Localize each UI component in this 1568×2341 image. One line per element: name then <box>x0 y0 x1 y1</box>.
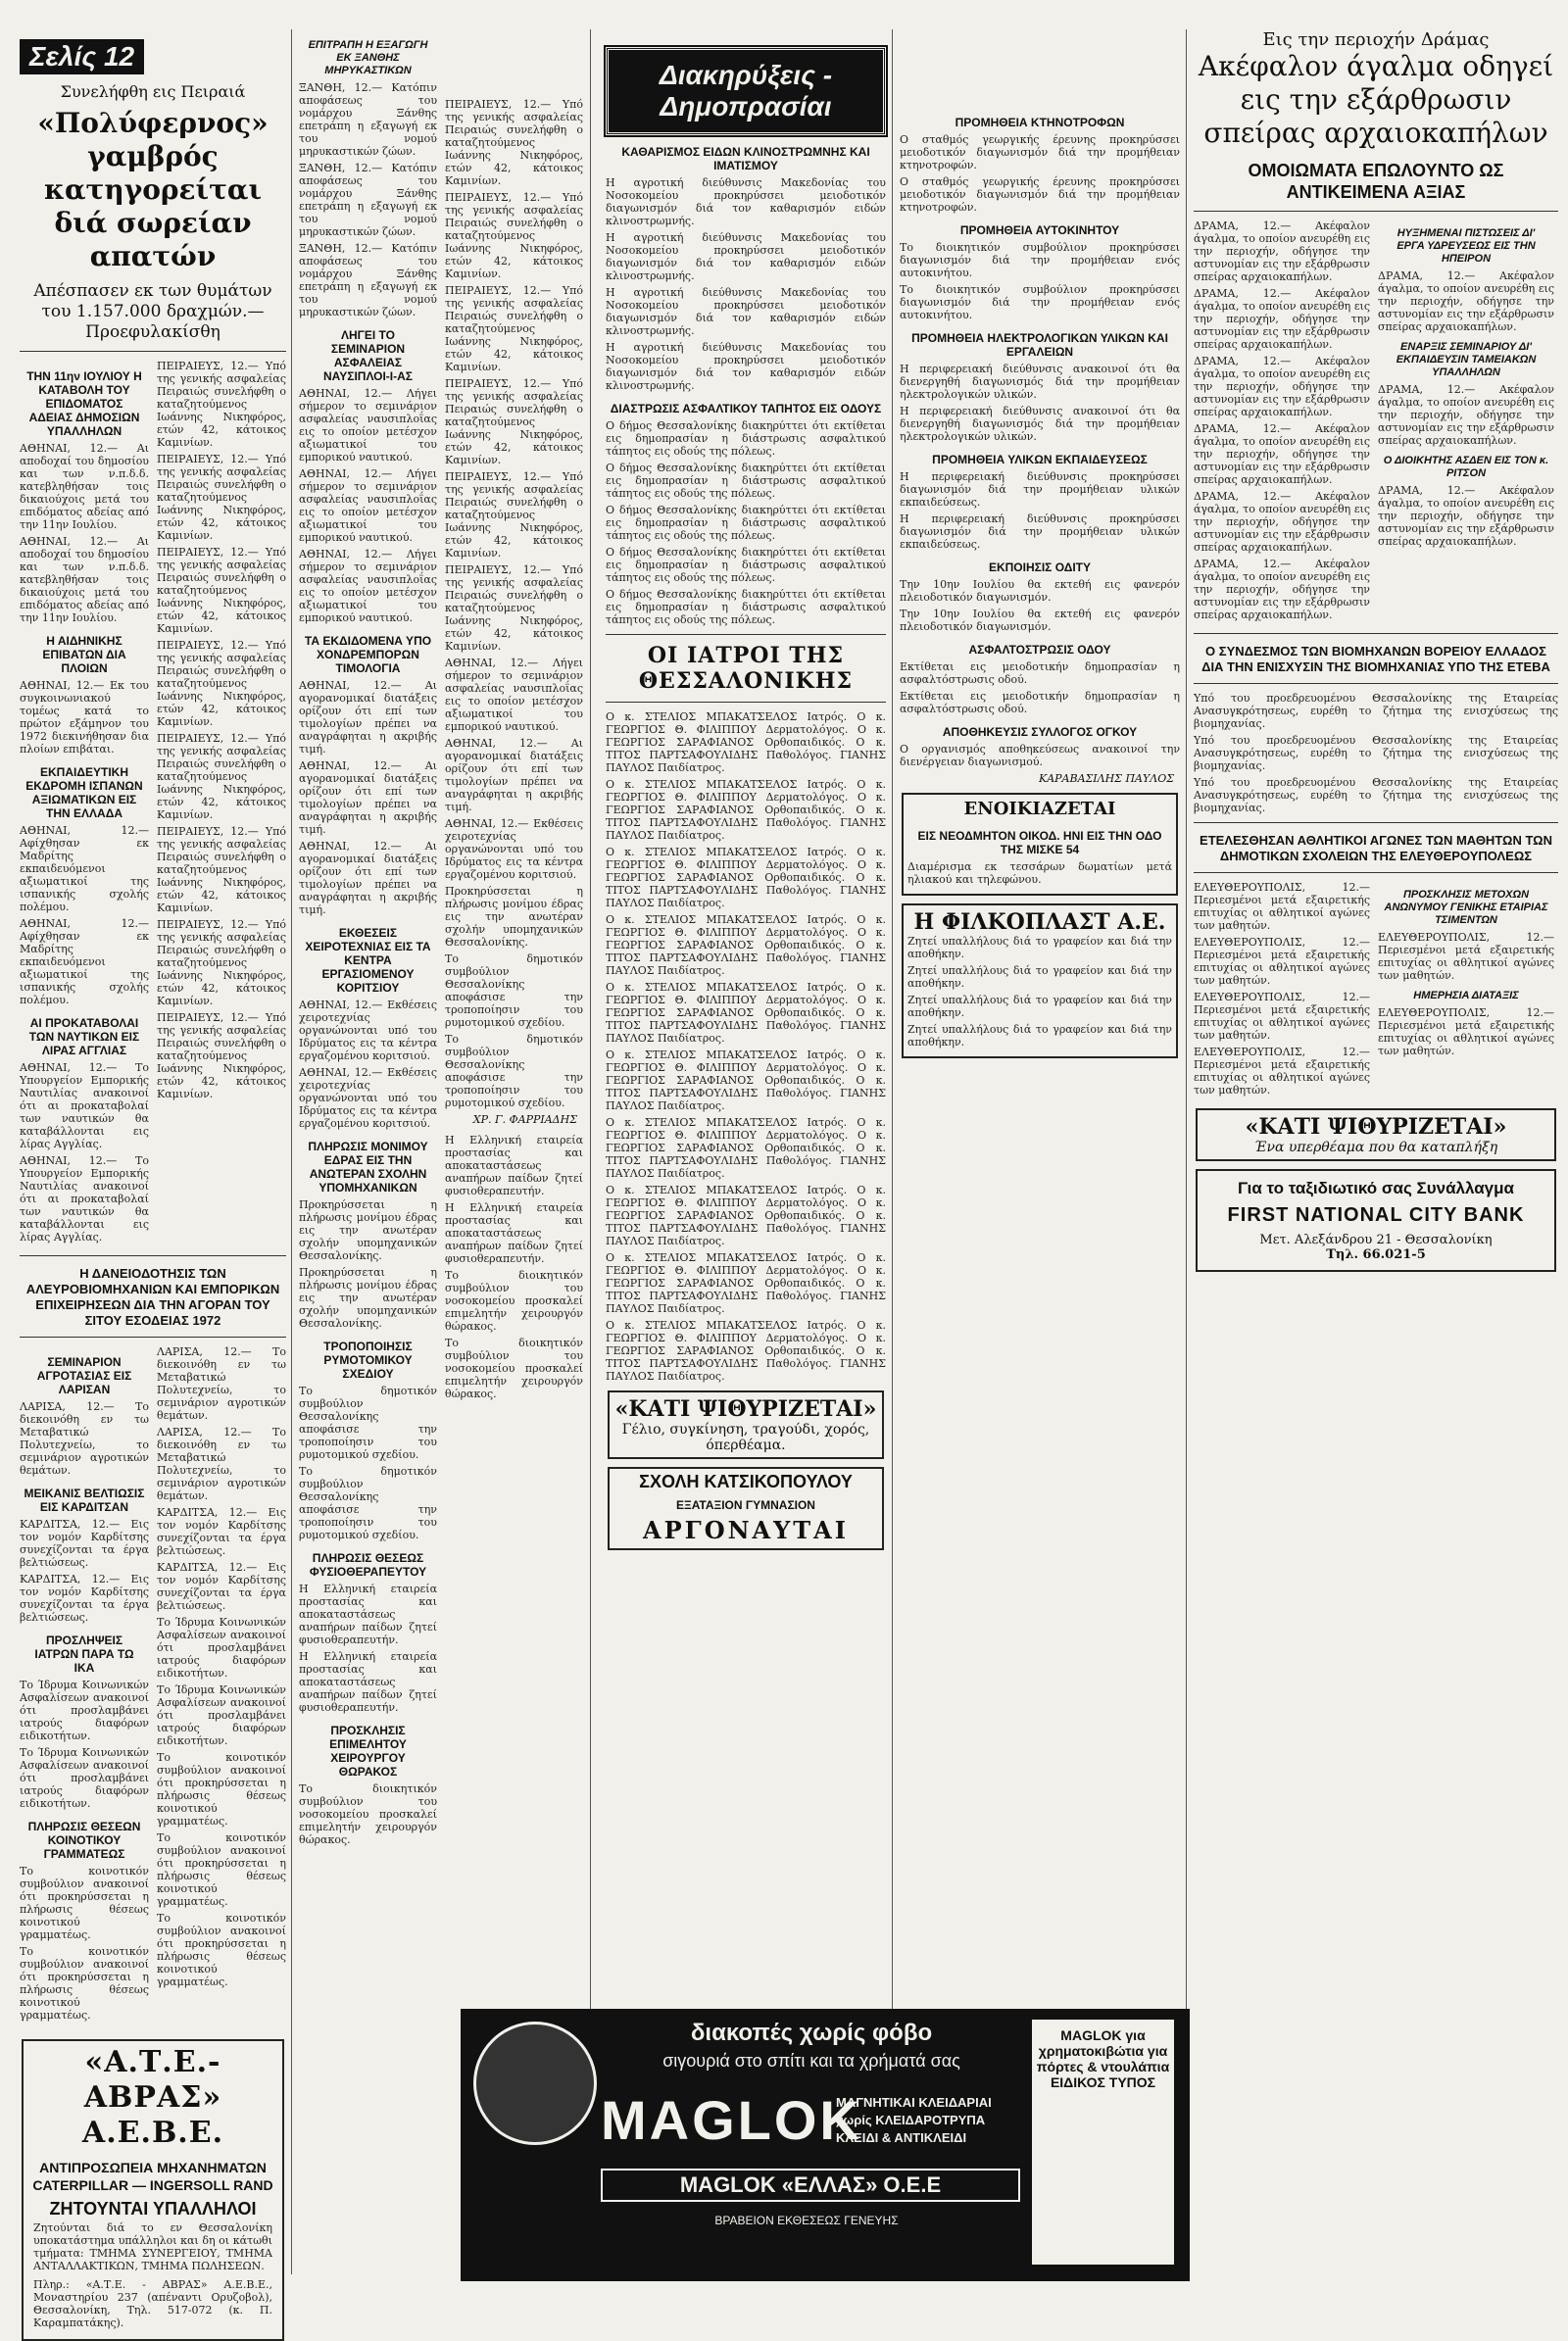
doctors-listing: Ο κ. ΣΤΕΛΙΟΣ ΜΠΑΚΑΤΣΕΛΟΣ Ιατρός. Ο κ. ΓΕΩΡΓΙΟΣ Θ. ΦΙΛΙΠΠΟΥ Δερματολόγος. Ο κ. ΓΕΩΡΓΙΟΣ ΣΑΡΑΦΙΑΝΟΣ Ορθοπαιδικός. Ο κ. ΤΙΤΟΣ ΠΑΡΤΣΑΦΟΥΛΙΔΗΣ Παθολόγος. ΓΙΑΝΗΣ ΠΑΥΛΟΣ Παιδίατρος. <box>606 1184 886 1247</box>
headline-kicker: Εις την περιοχήν Δράμας <box>1262 29 1490 50</box>
feature-line: ΜΑΓΝΗΤΙΚΑΙ ΚΛΕΙΔΑΡΙΑΙ <box>836 2095 992 2110</box>
feature-line: ΚΛΕΙΔΙ & ΑΝΤΙΚΛΕΙΔΙ <box>836 2130 967 2145</box>
article-body: ΑΘΗΝΑΙ, 12.— Εκθέσεις χειροτεχνίας οργανώνονται υπό του Ιδρύματος εις τα κέντρα εργαζομένου κοριτσιού. <box>299 999 437 1062</box>
article-heading: Ο ΔΙΟΙΚΗΤΗΣ ΑΣΔΕΝ ΕΙΣ ΤΟΝ κ. ΡΙΤΣΟΝ <box>1383 455 1549 479</box>
divider <box>606 634 886 635</box>
article-body: Το κοινοτικόν συμβούλιον ανακοινοί ότι προκηρύσσεται η πλήρωσις θέσεως κοινοτικού γραμματέως. <box>20 1945 149 2022</box>
article-body: Το δημοτικόν συμβούλιον Θεσσαλονίκης αποφάσισε την τροποποίησιν του ρυμοτομικού σχεδίου. <box>299 1385 437 1461</box>
article-body: ΠΕΙΡΑΙΕΥΣ, 12.— Υπό της γενικής ασφαλείας Πειραιώς συνελήφθη ο καταζητούμενος Ιωάννης Νικηφόρος, ετών 42, κάτοικος Καμινίων. <box>157 360 286 449</box>
article-body: ΔΡΑΜΑ, 12.— Ακέφαλον άγαλμα, το οποίον ανευρέθη εις την περιοχήν, οδήγησε την αστυνομίαν εις την εξάρθρωσιν σπείρας αρχαιοκαπήλων. <box>1194 287 1370 351</box>
article-body: ΚΑΡΔΙΤΣΑ, 12.— Εις τον νομόν Καρδίτσης συνεχίζονται τα έργα βελτιώσεως. <box>157 1561 286 1612</box>
article-body: ΑΘΗΝΑΙ, 12.— Αι αγορανομικαί διατάξεις ορίζουν ότι επί των τιμολογίων πρέπει να αναγράφηται η ακριβής τιμή. <box>299 679 437 756</box>
ad-tagline-2: σιγουριά στο σπίτι και τα χρήματά σας <box>662 2051 960 2071</box>
divider <box>20 351 286 352</box>
maglok-ad <box>461 2009 1190 2281</box>
article-body: ΚΑΡΔΙΤΣΑ, 12.— Εις τον νομόν Καρδίτσης συνεχίζονται τα έργα βελτιώσεως. <box>20 1518 149 1569</box>
article-body: ΠΕΙΡΑΙΕΥΣ, 12.— Υπό της γενικής ασφαλείας Πειραιώς συνελήφθη ο καταζητούμενος Ιωάννης Νικηφόρος, ετών 42, κάτοικος Καμινίων. <box>445 98 583 187</box>
column-4 <box>900 0 1180 2294</box>
article-body: ΑΘΗΝΑΙ, 12.— Εκ του συγκοινωνιακού τομέως κατά το πρώτον εξάμηνον του 1972 διεκινήθησαν δια πλοίων επιβάται. <box>20 679 149 756</box>
article-body: ΠΕΙΡΑΙΕΥΣ, 12.— Υπό της γενικής ασφαλείας Πειραιώς συνελήφθη ο καταζητούμενος Ιωάννης Νικηφόρος, ετών 42, κάτοικος Καμινίων. <box>157 1011 286 1100</box>
ad-body: Ζητεί υπαλλήλους διά το γραφείον και διά την αποθήκην. <box>907 994 1172 1019</box>
article-heading: ΤΡΟΠΟΠΟΙΗΣΙΣ ΡΥΜΟΤΟΜΙΚΟΥ ΣΧΕΔΙΟΥ <box>323 1340 413 1381</box>
tender-body: Ο σταθμός γεωργικής έρευνης προκηρύσσει μειοδοτικόν διαγωνισμόν διά την προμήθειαν κτηνοτροφών. <box>900 133 1180 171</box>
doctors-listing: Ο κ. ΣΤΕΛΙΟΣ ΜΠΑΚΑΤΣΕΛΟΣ Ιατρός. Ο κ. ΓΕΩΡΓΙΟΣ Θ. ΦΙΛΙΠΠΟΥ Δερματολόγος. Ο κ. ΓΕΩΡΓΙΟΣ ΣΑΡΑΦΙΑΝΟΣ Ορθοπαιδικός. Ο κ. ΤΙΤΟΣ ΠΑΡΤΣΑΦΟΥΛΙΔΗΣ Παθολόγος. ΓΙΑΝΗΣ ΠΑΥΛΟΣ Παιδίατρος. <box>606 913 886 977</box>
article-body: Υπό του προεδρευομένου Θεσσαλονίκης της Εταιρείας Ανασυγκρότησεως, ευρέθη το ζήτημα της ενισχύσεως της βιομηχανίας. <box>1194 692 1558 730</box>
doctors-heading: ΟΙ ΙΑΤΡΟΙ ΤΗΣ ΘΕΣΣΑΛΟΝΙΚΗΣ <box>638 643 854 694</box>
divider <box>1194 822 1558 823</box>
article-body: ΔΡΑΜΑ, 12.— Ακέφαλον άγαλμα, το οποίον ανευρέθη εις την περιοχήν, οδήγησε την αστυνομίαν εις την εξάρθρωσιν σπείρας αρχαιοκαπήλων. <box>1194 490 1370 554</box>
article-heading: ΜΕΙΚΑΝΙΣ ΒΕΛΤΙΩΣΙΣ ΕΙΣ ΚΑΡΔΙΤΣΑΝ <box>24 1487 145 1514</box>
article-body: ΠΕΙΡΑΙΕΥΣ, 12.— Υπό της γενικής ασφαλείας Πειραιώς συνελήφθη ο καταζητούμενος Ιωάννης Νικηφόρος, ετών 42, κάτοικος Καμινίων. <box>157 825 286 914</box>
article-body: ΑΘΗΝΑΙ, 12.— Αι αγορανομικαί διατάξεις ορίζουν ότι επί των τιμολογίων πρέπει να αναγράφηται η ακριβής τιμή. <box>445 737 583 813</box>
article-body: ΔΡΑΜΑ, 12.— Ακέφαλον άγαλμα, το οποίον ανευρέθη εις την περιοχήν, οδήγησε την αστυνομίαν εις την εξάρθρωσιν σπείρας αρχαιοκαπήλων. <box>1194 219 1370 283</box>
col2-subcolumns <box>299 0 583 1850</box>
column-1 <box>20 0 286 2329</box>
signature: ΚΑΡΑΒΑΣΙΛΗΣ ΠΑΥΛΟΣ <box>1038 772 1174 785</box>
article-body: ΔΡΑΜΑ, 12.— Ακέφαλον άγαλμα, το οποίον ανευρέθη εις την περιοχήν, οδήγησε την αστυνομίαν εις την εξάρθρωσιν σπείρας αρχαιοκαπήλων. <box>1194 355 1370 418</box>
article-heading: ΑΙ ΠΡΟΚΑΤΑΒΟΛΑΙ ΤΩΝ ΝΑΥΤΙΚΩΝ ΕΙΣ ΛΙΡΑΣ ΑΓΓΛΙΑΣ <box>28 1016 140 1057</box>
article-body: Προκηρύσσεται η πλήρωσις μονίμου έδρας εις την ανωτέραν σχολήν υπομηχανικών Θεσσαλονίκης. <box>445 885 583 949</box>
headline-kicker: Συνελήφθη εις Πειραιά <box>60 82 246 101</box>
article-heading: ΕΚΠΑΙΔΕΥΤΙΚΗ ΕΚΔΡΟΜΗ ΙΣΠΑΝΩΝ ΑΞΙΩΜΑΤΙΚΩΝ ΕΙΣ ΤΗΝ ΕΛΛΑΔΑ <box>25 765 143 820</box>
divider <box>1194 633 1558 634</box>
doctors-listing: Ο κ. ΣΤΕΛΙΟΣ ΜΠΑΚΑΤΣΕΛΟΣ Ιατρός. Ο κ. ΓΕΩΡΓΙΟΣ Θ. ΦΙΛΙΠΠΟΥ Δερματολόγος. Ο κ. ΓΕΩΡΓΙΟΣ ΣΑΡΑΦΙΑΝΟΣ Ορθοπαιδικός. Ο κ. ΤΙΤΟΣ ΠΑΡΤΣΑΦΟΥΛΙΔΗΣ Παθολόγος. ΓΙΑΝΗΣ ΠΑΥΛΟΣ Παιδίατρος. <box>606 1251 886 1315</box>
divider <box>1194 683 1558 684</box>
kati-psithyrizetai-ad <box>1196 1108 1556 1161</box>
ad-title: «ΚΑΤΙ ΨΙΘΥΡΙΖΕΤΑΙ» <box>614 1396 877 1422</box>
article-heading: Η ΑΙΔΗΝΙΚΗΣ ΕΠΙΒΑΤΩΝ ΔΙΑ ΠΛΟΙΩΝ <box>42 634 126 675</box>
article-body: ΔΡΑΜΑ, 12.— Ακέφαλον άγαλμα, το οποίον ανευρέθη εις την περιοχήν, οδήγησε την αστυνομίαν εις την εξάρθρωσιν σπείρας αρχαιοκαπήλων. <box>1194 422 1370 486</box>
tender-body: Ο οργανισμός αποθηκεύσεως ανακοινοί την διενέργειαν διαγωνισμού. <box>900 743 1180 768</box>
article-body: ΠΕΙΡΑΙΕΥΣ, 12.— Υπό της γενικής ασφαλείας Πειραιώς συνελήφθη ο καταζητούμενος Ιωάννης Νικηφόρος, ετών 42, κάτοικος Καμινίων. <box>445 284 583 373</box>
main-headline: «Πολύφερνος» γαμβρός κατηγορείται διά σωρείαν απατών <box>37 107 269 272</box>
article-body: ΕΛΕΥΘΕΡΟΥΠΟΛΙΣ, 12.— Περιεσμένοι μετά εξαιρετικής επιτυχίας οι αθλητικοί αγώνες των μαθητών. <box>1194 936 1370 987</box>
col5-lower-subcolumns <box>1194 881 1558 1100</box>
subcolumn-left <box>20 1345 149 2025</box>
article-heading: ΕΠΙΤΡΑΠΗ Η ΕΞΑΓΩΓΗ ΕΚ ΞΑΝΘΗΣ ΜΗΡΥΚΑΣΤΙΚΩΝ <box>308 39 428 76</box>
article-body: Προκηρύσσεται η πλήρωσις μονίμου έδρας εις την ανωτέραν σχολήν υπομηχανικών Θεσσαλονίκης. <box>299 1266 437 1330</box>
column-2 <box>299 0 583 2294</box>
article-body: ΕΛΕΥΘΕΡΟΥΠΟΛΙΣ, 12.— Περιεσμένοι μετά εξαιρετικής επιτυχίας οι αθλητικοί αγώνες των μαθητών. <box>1194 991 1370 1042</box>
tender-heading: ΚΑΘΑΡΙΣΜΟΣ ΕΙΔΩΝ ΚΛΙΝΟΣΤΡΩΜΝΗΣ ΚΑΙ ΙΜΑΤΙΣΜΟΥ <box>621 145 870 172</box>
tender-heading: ΑΠΟΘΗΚΕΥΣΙΣ ΣΥΛΛΟΓΟΣ ΟΓΚΟΥ <box>942 725 1138 739</box>
ate-avras-ad <box>22 2039 284 2341</box>
article-body: ΑΘΗΝΑΙ, 12.— Λήγει σήμερον το σεμινάριον ασφαλείας ναυσιπλοΐας εις το οποίον μετέσχον αξιωματικοί του εμπορικού ναυτικού. <box>445 657 583 733</box>
ad-subtitle: Γέλιο, συγκίνηση, τραγούδι, χορός, όπερθέαμα. <box>621 1422 870 1453</box>
doctors-listing: Ο κ. ΣΤΕΛΙΟΣ ΜΠΑΚΑΤΣΕΛΟΣ Ιατρός. Ο κ. ΓΕΩΡΓΙΟΣ Θ. ΦΙΛΙΠΠΟΥ Δερματολόγος. Ο κ. ΓΕΩΡΓΙΟΣ ΣΑΡΑΦΙΑΝΟΣ Ορθοπαιδικός. Ο κ. ΤΙΤΟΣ ΠΑΡΤΣΑΦΟΥΛΙΔΗΣ Παθολόγος. ΓΙΑΝΗΣ ΠΑΥΛΟΣ Παιδίατρος. <box>606 778 886 842</box>
article-body: Το κοινοτικόν συμβούλιον ανακοινοί ότι προκηρύσσεται η πλήρωσις θέσεως κοινοτικού γραμματέως. <box>157 1751 286 1828</box>
article-heading: ΕΝΑΡΞΙΣ ΣΕΜΙΝΑΡΙΟΥ ΔΙ' ΕΚΠΑΙΔΕΥΣΙΝ ΤΑΜΕΙΑΚΩΝ ΥΠΑΛΛΗΛΩΝ <box>1396 341 1537 378</box>
school-ad <box>608 1467 884 1550</box>
rent-location: ΕΙΣ ΝΕΟΔΜΗΤΟΝ ΟΙΚΟΔ. ΗΝΙ ΕΙΣ ΤΗΝ ΟΔΟ ΤΗΣ ΜΙΣΚΕ 54 <box>917 829 1162 856</box>
ad-footer: Πληρ.: «Α.Τ.Ε. - ΑΒΡΑΣ» Α.Ε.Β.Ε., Μοναστηρίου 237 (απέναντι Ορυζοβολ), Θεσσαλονίκη, Τηλ. 517-072 (κ. Π. Καραμπατάκης). <box>33 2278 272 2329</box>
tender-heading: ΔΙΑΣΤΡΩΣΙΣ ΑΣΦΑΛΤΙΚΟΥ ΤΑΠΗΤΟΣ ΕΙΣ ΟΔΟΥΣ <box>610 402 882 415</box>
article-body: ΕΛΕΥΘΕΡΟΥΠΟΛΙΣ, 12.— Περιεσμένοι μετά εξαιρετικής επιτυχίας οι αθλητικοί αγώνες των μαθητών. <box>1378 1006 1554 1057</box>
article-body: Προκηρύσσεται η πλήρωσις μονίμου έδρας εις την ανωτέραν σχολήν υπομηχανικών Θεσσαλονίκης. <box>299 1198 437 1262</box>
article-heading: ΠΛΗΡΩΣΙΣ ΜΟΝΙΜΟΥ ΕΔΡΑΣ ΕΙΣ ΤΗΝ ΑΝΩΤΕΡΑΝ ΣΧΟΛΗΝ ΥΠΟΜΗΧΑΝΙΚΩΝ <box>308 1140 428 1195</box>
divider <box>1194 211 1558 212</box>
article-body: Το Ίδρυμα Κοινωνικών Ασφαλίσεων ανακοινοί ότι προσλαμβάνει ιατρούς διαφόρων ειδικοτήτων. <box>20 1746 149 1810</box>
tender-heading: ΕΚΠΟΙΗΣΙΣ ΟΔΙΤΥ <box>988 561 1092 574</box>
ad-company-name: «Α.Τ.Ε.-ΑΒΡΑΣ» Α.Ε.Β.Ε. <box>81 2045 224 2150</box>
tender-body: Η αγροτική διεύθυνσις Μακεδονίας του Νοσοκομείου προκηρύσσει μειοδοτικόν διαγωνισμόν διά τον καθαρισμόν ειδών κλινοστρωμνής. <box>606 286 886 337</box>
divider <box>20 1255 286 1256</box>
kati-psithyrizetai-ad <box>608 1390 884 1459</box>
ad-tagline: διακοπές χωρίς φόβο <box>690 2020 933 2046</box>
subcolumn-right <box>1378 219 1554 625</box>
article-body: ΔΡΑΜΑ, 12.— Ακέφαλον άγαλμα, το οποίον ανευρέθη εις την περιοχήν, οδήγησε την αστυνομίαν εις την εξάρθρωσιν σπείρας αρχαιοκαπήλων. <box>1378 484 1554 548</box>
article-body: ΑΘΗΝΑΙ, 12.— Το Υπουργείον Εμπορικής Ναυτιλίας ανακοινοί ότι αι προκαταβολαί των ναυτικών θα καταβάλλονται εις λίρας Αγγλίας. <box>20 1154 149 1244</box>
article-body: Η Ελληνική εταιρεία προστασίας και αποκαταστάσεως αναπήρων παίδων ζητεί φυσιοθεραπευτήν. <box>299 1650 437 1714</box>
article-body: Το κοινοτικόν συμβούλιον ανακοινοί ότι προκηρύσσεται η πλήρωσις θέσεως κοινοτικού γραμματέως. <box>157 1831 286 1908</box>
school-type: ΕΞΑΤΑΞΙΟΝ ΓΥΜΝΑΣΙΟΝ <box>676 1498 815 1512</box>
article-body: Το διοικητικόν συμβούλιον του νοσοκομείου προσκαλεί επιμελητήν χειρουργόν θώρακος. <box>445 1269 583 1333</box>
column-rule <box>590 29 591 2274</box>
ad-body: Ζητεί υπαλλήλους διά το γραφείον και διά την αποθήκην. <box>907 964 1172 990</box>
article-body: ΑΘΗΝΑΙ, 12.— Αφίχθησαν εκ Μαδρίτης εκπαιδευόμενοι αξιωματικοί της ισπανικής σχολής πολέμου. <box>20 824 149 913</box>
column-rule <box>291 29 292 2274</box>
article-heading: ΠΛΗΡΩΣΙΣ ΘΕΣΕΩΣ ΦΥΣΙΟΘΕΡΑΠΕΥΤΟΥ <box>309 1551 427 1579</box>
ad-line: ΑΝΤΙΠΡΟΣΩΠΕΙΑ ΜΗΧΑΝΗΜΑΤΩΝ <box>39 2160 267 2175</box>
tender-body: Η αγροτική διεύθυνσις Μακεδονίας του Νοσοκομείου προκηρύσσει μειοδοτικόν διαγωνισμόν διά τον καθαρισμόν ειδών κλινοστρωμνής. <box>606 176 886 227</box>
article-body: ΕΛΕΥΘΕΡΟΥΠΟΛΙΣ, 12.— Περιεσμένοι μετά εξαιρετικής επιτυχίας οι αθλητικοί αγώνες των μαθητών. <box>1378 931 1554 982</box>
ad-body: Ζητεί υπαλλήλους διά το γραφείον και διά την αποθήκην. <box>907 1023 1172 1049</box>
headline-subhead: ΟΜΟΙΩΜΑΤΑ ΕΠΩΛΟΥΝΤΟ ΩΣ ΑΝΤΙΚΕΙΜΕΝΑ ΑΞΙΑΣ <box>1248 161 1504 202</box>
signature: ΧΡ. Γ. ΦΑΡΡΙΑΔΗΣ <box>472 1113 577 1126</box>
tender-body: Την 10ην Ιουλίου θα εκτεθή εις φανερόν πλειοδοτικόν διαγωνισμόν. <box>900 578 1180 604</box>
doctors-listing: Ο κ. ΣΤΕΛΙΟΣ ΜΠΑΚΑΤΣΕΛΟΣ Ιατρός. Ο κ. ΓΕΩΡΓΙΟΣ Θ. ΦΙΛΙΠΠΟΥ Δερματολόγος. Ο κ. ΓΕΩΡΓΙΟΣ ΣΑΡΑΦΙΑΝΟΣ Ορθοπαιδικός. Ο κ. ΤΙΤΟΣ ΠΑΡΤΣΑΦΟΥΛΙΔΗΣ Παθολόγος. ΓΙΑΝΗΣ ΠΑΥΛΟΣ Παιδίατρος. <box>606 1116 886 1180</box>
rent-body: Διαμέρισμα εκ τεσσάρων δωματίων μετά ηλιακού και τηλεφώνου. <box>907 860 1172 886</box>
ad-company: MAGLOK «ΕΛΛΑΣ» Ο.Ε.Ε <box>601 2169 1020 2202</box>
article-body: Το Ίδρυμα Κοινωνικών Ασφαλίσεων ανακοινοί ότι προσλαμβάνει ιατρούς διαφόρων ειδικοτήτων. <box>157 1683 286 1747</box>
tender-body: Την 10ην Ιουλίου θα εκτεθή εις φανερόν πλειοδοτικόν διαγωνισμόν. <box>900 608 1180 633</box>
article-body: ΔΡΑΜΑ, 12.— Ακέφαλον άγαλμα, το οποίον ανευρέθη εις την περιοχήν, οδήγησε την αστυνομίαν εις την εξάρθρωσιν σπείρας αρχαιοκαπήλων. <box>1378 269 1554 333</box>
article-heading: ΠΛΗΡΩΣΙΣ ΘΕΣΕΩΝ ΚΟΙΝΟΤΙΚΟΥ ΓΡΑΜΜΑΤΕΩΣ <box>27 1820 141 1861</box>
article-body: ΕΛΕΥΘΕΡΟΥΠΟΛΙΣ, 12.— Περιεσμένοι μετά εξαιρετικής επιτυχίας οι αθλητικοί αγώνες των μαθητών. <box>1194 1046 1370 1097</box>
article-body: ΛΑΡΙΣΑ, 12.— Το διεκοινόθη εν τω Μεταβατικώ Πολυτεχνείω, το σεμινάριον αγροτικών θεμάτων. <box>157 1345 286 1422</box>
article-body: ΑΘΗΝΑΙ, 12.— Αι αποδοχαί του δημοσίου και των ν.π.δ.δ. κατεβληθήσαν τοις δικαιούχοις μετά του επιδόματος αδείας από την 11ην Ιουλίου. <box>20 442 149 531</box>
article-body: ΑΘΗΝΑΙ, 12.— Λήγει σήμερον το σεμινάριον ασφαλείας ναυσιπλοΐας εις το οποίον μετέσχον αξιωματικοί του εμπορικού ναυτικού. <box>299 387 437 463</box>
subcolumn-right <box>445 0 583 1850</box>
tender-body: Εκτίθεται εις μειοδοτικήν δημοπρασίαν η ασφαλτόστρωσις οδού. <box>900 660 1180 686</box>
doctors-listing: Ο κ. ΣΤΕΛΙΟΣ ΜΠΑΚΑΤΣΕΛΟΣ Ιατρός. Ο κ. ΓΕΩΡΓΙΟΣ Θ. ΦΙΛΙΠΠΟΥ Δερματολόγος. Ο κ. ΓΕΩΡΓΙΟΣ ΣΑΡΑΦΙΑΝΟΣ Ορθοπαιδικός. Ο κ. ΤΙΤΟΣ ΠΑΡΤΣΑΦΟΥΛΙΔΗΣ Παθολόγος. ΓΙΑΝΗΣ ΠΑΥΛΟΣ Παιδίατρος. <box>606 846 886 909</box>
article-body: Το κοινοτικόν συμβούλιον ανακοινοί ότι προκηρύσσεται η πλήρωσις θέσεως κοινοτικού γραμματέως. <box>20 1865 149 1941</box>
article-body: Το κοινοτικόν συμβούλιον ανακοινοί ότι προκηρύσσεται η πλήρωσις θέσεως κοινοτικού γραμματέως. <box>157 1912 286 1988</box>
tenders-banner: Διακηρύξεις - Δημοπρασίαι <box>606 47 886 135</box>
bank-name: FIRST NATIONAL CITY BANK <box>1227 1204 1525 1226</box>
bank-ad <box>1196 1169 1556 1272</box>
article-heading: ΤΗΝ 11ην ΙΟΥΛΙΟΥ Η ΚΑΤΑΒΟΛΗ ΤΟΥ ΕΠΙΔΟΜΑΤΟΣ ΑΔΕΙΑΣ ΔΗΜΟΣΙΩΝ ΥΠΑΛΛΗΛΩΝ <box>26 369 142 438</box>
ad-line: CATERPILLAR — INGERSOLL RAND <box>32 2177 273 2193</box>
article-body: ΑΘΗΝΑΙ, 12.— Εκθέσεις χειροτεχνίας οργανώνονται υπό του Ιδρύματος εις τα κέντρα εργαζομένου κοριτσιού. <box>445 817 583 881</box>
article-heading: ΠΡΟΣΚΛΗΣΙΣ ΕΠΙΜΕΛΗΤΟΥ ΧΕΙΡΟΥΡΓΟΥ ΘΩΡΑΚΟΣ <box>329 1724 407 1779</box>
bank-address: Μετ. Αλεξάνδρου 21 - Θεσσαλονίκη <box>1259 1233 1493 1247</box>
banner-heading: ΕΤΕΛΕΣΘΗΣΑΝ ΑΘΛΗΤΙΚΟΙ ΑΓΩΝΕΣ ΤΩΝ ΜΑΘΗΤΩΝ ΤΩΝ ΔΗΜΟΤΙΚΩΝ ΣΧΟΛΕΙΩΝ ΤΗΣ ΕΛΕΥΘΕΡΟΥΠΟΛΕΩΣ <box>1200 833 1552 863</box>
page-number-badge: Σελίς 12 <box>20 39 144 74</box>
tender-body: Η περιφερειακή διεύθυνσις ανακοινοί ότι θα διενεργηθή διαγωνισμός διά την προμήθειαν ηλεκτρολογικών υλικών. <box>900 363 1180 401</box>
subcolumn-right <box>1378 881 1554 1100</box>
article-heading: ΕΚΘΕΣΕΙΣ ΧΕΙΡΟΤΕΧΝΙΑΣ ΕΙΣ ΤΑ ΚΕΝΤΡΑ ΕΡΓΑΣΙΟΜΕΝΟΥ ΚΟΡΙΤΣΙΟΥ <box>305 926 431 995</box>
article-body: ΠΕΙΡΑΙΕΥΣ, 12.— Υπό της γενικής ασφαλείας Πειραιώς συνελήφθη ο καταζητούμενος Ιωάννης Νικηφόρος, ετών 42, κάτοικος Καμινίων. <box>445 191 583 280</box>
article-body: ΛΑΡΙΣΑ, 12.— Το διεκοινόθη εν τω Μεταβατικώ Πολυτεχνείω, το σεμινάριον αγροτικών θεμάτων. <box>20 1400 149 1477</box>
article-body: Το Ίδρυμα Κοινωνικών Ασφαλίσεων ανακοινοί ότι προσλαμβάνει ιατρούς διαφόρων ειδικοτήτων. <box>20 1679 149 1742</box>
bank-phone: Τηλ. 66.021-5 <box>1326 1247 1426 1262</box>
headline-subhead: Απέσπασεν εκ των θυμάτων του 1.157.000 δραχμών.— Προεφυλακίσθη <box>33 281 272 342</box>
article-body: ΕΛΕΥΘΕΡΟΥΠΟΛΙΣ, 12.— Περιεσμένοι μετά εξαιρετικής επιτυχίας οι αθλητικοί αγώνες των μαθητών. <box>1194 881 1370 932</box>
ad-body: Ζητεί υπαλλήλους διά το γραφείον και διά την αποθήκην. <box>907 935 1172 960</box>
article-body: ΠΕΙΡΑΙΕΥΣ, 12.— Υπό της γενικής ασφαλείας Πειραιώς συνελήφθη ο καταζητούμενος Ιωάννης Νικηφόρος, ετών 42, κάτοικος Καμινίων. <box>157 732 286 821</box>
article-body: Το διοικητικόν συμβούλιον του νοσοκομείου προσκαλεί επιμελητήν χειρουργόν θώρακος. <box>299 1782 437 1846</box>
article-body: ΠΕΙΡΑΙΕΥΣ, 12.— Υπό της γενικής ασφαλείας Πειραιώς συνελήφθη ο καταζητούμενος Ιωάννης Νικηφόρος, ετών 42, κάτοικος Καμινίων. <box>157 639 286 728</box>
ad-subtitle: Ένα υπερθέαμα που θα καταπλήξη <box>1253 1140 1498 1155</box>
article-body: ΔΡΑΜΑ, 12.— Ακέφαλον άγαλμα, το οποίον ανευρέθη εις την περιοχήν, οδήγησε την αστυνομίαν εις την εξάρθρωσιν σπείρας αρχαιοκαπήλων. <box>1194 558 1370 621</box>
article-body: ΚΑΡΔΙΤΣΑ, 12.— Εις τον νομόν Καρδίτσης συνεχίζονται τα έργα βελτιώσεως. <box>20 1573 149 1624</box>
ad-company-name: Η ΦΙΛΚΟΠΛΑΣΤ Α.Ε. <box>913 909 1166 935</box>
doctors-listing: Ο κ. ΣΤΕΛΙΟΣ ΜΠΑΚΑΤΣΕΛΟΣ Ιατρός. Ο κ. ΓΕΩΡΓΙΟΣ Θ. ΦΙΛΙΠΠΟΥ Δερματολόγος. Ο κ. ΓΕΩΡΓΙΟΣ ΣΑΡΑΦΙΑΝΟΣ Ορθοπαιδικός. Ο κ. ΤΙΤΟΣ ΠΑΡΤΣΑΦΟΥΛΙΔΗΣ Παθολόγος. ΓΙΑΝΗΣ ΠΑΥΛΟΣ Παιδίατρος. <box>606 981 886 1045</box>
article-body: ΠΕΙΡΑΙΕΥΣ, 12.— Υπό της γενικής ασφαλείας Πειραιώς συνελήφθη ο καταζητούμενος Ιωάννης Νικηφόρος, ετών 42, κάτοικος Καμινίων. <box>157 918 286 1007</box>
article-body: ΑΘΗΝΑΙ, 12.— Αφίχθησαν εκ Μαδρίτης εκπαιδευόμενοι αξιωματικοί της ισπανικής σχολής πολέμου. <box>20 917 149 1006</box>
column-3 <box>606 0 886 2294</box>
filkoplast-ad <box>902 903 1178 1058</box>
tender-heading: ΠΡΟΜΗΘΕΙΑ ΥΛΙΚΩΝ ΕΚΠΑΙΔΕΥΣΕΩΣ <box>932 453 1148 466</box>
tender-body: Η περιφερειακή διεύθυνσις προκηρύσσει διαγωνισμόν διά την προμήθειαν υλικών εκπαιδεύσεως. <box>900 470 1180 509</box>
subcolumn-right <box>157 360 286 1247</box>
article-body: ΔΡΑΜΑ, 12.— Ακέφαλον άγαλμα, το οποίον ανευρέθη εις την περιοχήν, οδήγησε την αστυνομίαν εις την εξάρθρωσιν σπείρας αρχαιοκαπήλων. <box>1378 383 1554 447</box>
article-body: ΠΕΙΡΑΙΕΥΣ, 12.— Υπό της γενικής ασφαλείας Πειραιώς συνελήφθη ο καταζητούμενος Ιωάννης Νικηφόρος, ετών 42, κάτοικος Καμινίων. <box>445 563 583 653</box>
column-rule <box>892 29 893 2274</box>
article-heading: ΛΗΓΕΙ ΤΟ ΣΕΜΙΝΑΡΙΟΝ ΑΣΦΑΛΕΙΑΣ ΝΑΥΣΙΠΛΟΙ-Ι-ΑΣ <box>323 328 413 383</box>
article-body: ΑΘΗΝΑΙ, 12.— Λήγει σήμερον το σεμινάριον ασφαλείας ναυσιπλοΐας εις το οποίον μετέσχον αξιωματικοί του εμπορικού ναυτικού. <box>299 548 437 624</box>
tender-body: Το διοικητικόν συμβούλιον προκηρύσσει διαγωνισμόν διά την προμήθειαν ενός αυτοκινήτου. <box>900 241 1180 279</box>
article-body: ΠΕΙΡΑΙΕΥΣ, 12.— Υπό της γενικής ασφαλείας Πειραιώς συνελήφθη ο καταζητούμενος Ιωάννης Νικηφόρος, ετών 42, κάτοικος Καμινίων. <box>445 470 583 560</box>
tender-body: Η αγροτική διεύθυνσις Μακεδονίας του Νοσοκομείου προκηρύσσει μειοδοτικόν διαγωνισμόν διά τον καθαρισμόν ειδών κλινοστρωμνής. <box>606 231 886 282</box>
column-rule <box>1186 29 1187 2274</box>
article-body: ΑΘΗΝΑΙ, 12.— Αι αγορανομικαί διατάξεις ορίζουν ότι επί των τιμολογίων πρέπει να αναγράφηται η ακριβής τιμή. <box>299 759 437 836</box>
tender-heading: ΠΡΟΜΗΘΕΙΑ ΗΛΕΚΤΡΟΛΟΓΙΚΩΝ ΥΛΙΚΩΝ ΚΑΙ ΕΡΓΑΛΕΙΩΝ <box>911 331 1168 359</box>
tender-body: Ο δήμος Θεσσαλονίκης διακηρύττει ότι εκτίθεται εις δημοπρασίαν η διάστρωσις ασφαλτικού τάπητος εις οδούς της πόλεως. <box>606 419 886 458</box>
tender-body: Η αγροτική διεύθυνσις Μακεδονίας του Νοσοκομείου προκηρύσσει μειοδοτικόν διαγωνισμόν διά τον καθαρισμόν ειδών κλινοστρωμνής. <box>606 341 886 392</box>
tender-body: Η περιφερειακή διεύθυνσις ανακοινοί ότι θα διενεργηθή διαγωνισμός διά την προμήθειαν ηλεκτρολογικών υλικών. <box>900 405 1180 443</box>
ad-body: Ζητούνται διά το εν Θεσσαλονίκη υποκατάστημα υπάλληλοι και δη οι κάτωθι τμήματα: ΤΜΗΜΑ ΣΥΝΕΡΓΕΙΟΥ, ΤΜΗΜΑ ΑΝΤΑΛΛΑΚΤΙΚΩΝ, ΤΜΗΜΑ ΠΩΛΗΣΕΩΝ. <box>33 2221 272 2272</box>
doctors-listing: Ο κ. ΣΤΕΛΙΟΣ ΜΠΑΚΑΤΣΕΛΟΣ Ιατρός. Ο κ. ΓΕΩΡΓΙΟΣ Θ. ΦΙΛΙΠΠΟΥ Δερματολόγος. Ο κ. ΓΕΩΡΓΙΟΣ ΣΑΡΑΦΙΑΝΟΣ Ορθοπαιδικός. Ο κ. ΤΙΤΟΣ ΠΑΡΤΣΑΦΟΥΛΙΔΗΣ Παθολόγος. ΓΙΑΝΗΣ ΠΑΥΛΟΣ Παιδίατρος. <box>606 1319 886 1383</box>
article-body: Η Ελληνική εταιρεία προστασίας και αποκαταστάσεως αναπήρων παίδων ζητεί φυσιοθεραπευτήν. <box>445 1201 583 1265</box>
article-body: ΑΘΗΝΑΙ, 12.— Λήγει σήμερον το σεμινάριον ασφαλείας ναυσιπλοΐας εις το οποίον μετέσχον αξιωματικοί του εμπορικού ναυτικού. <box>299 467 437 544</box>
article-body: Υπό του προεδρευομένου Θεσσαλονίκης της Εταιρείας Ανασυγκρότησεως, ευρέθη το ζήτημα της ενισχύσεως της βιομηχανίας. <box>1194 734 1558 772</box>
subcolumn-left <box>1194 219 1370 625</box>
article-body: ΠΕΙΡΑΙΕΥΣ, 12.— Υπό της γενικής ασφαλείας Πειραιώς συνελήφθη ο καταζητούμενος Ιωάννης Νικηφόρος, ετών 42, κάτοικος Καμινίων. <box>157 453 286 542</box>
ad-brand: MAGLOK <box>601 2089 862 2151</box>
tender-heading: ΠΡΟΜΗΘΕΙΑ ΑΥΤΟΚΙΝΗΤΟΥ <box>959 223 1120 237</box>
article-body: Η Ελληνική εταιρεία προστασίας και αποκαταστάσεως αναπήρων παίδων ζητεί φυσιοθεραπευτήν. <box>445 1134 583 1197</box>
divider <box>1194 872 1558 873</box>
article-body: Το δημοτικόν συμβούλιον Θεσσαλονίκης αποφάσισε την τροποποίησιν του ρυμοτομικού σχεδίου. <box>445 1033 583 1109</box>
tender-body: Το διοικητικόν συμβούλιον προκηρύσσει διαγωνισμόν διά την προμήθειαν ενός αυτοκινήτου. <box>900 283 1180 321</box>
article-body: Το διοικητικόν συμβούλιον του νοσοκομείου προσκαλεί επιμελητήν χειρουργόν θώρακος. <box>445 1337 583 1400</box>
tender-body: Ο δήμος Θεσσαλονίκης διακηρύττει ότι εκτίθεται εις δημοπρασίαν η διάστρωσις ασφαλτικού τάπητος εις οδούς της πόλεως. <box>606 546 886 584</box>
article-heading: ΗΥΞΗΜΕΝΑΙ ΠΙΣΤΩΣΕΙΣ ΔΙ' ΕΡΓΑ ΥΔΡΕΥΣΕΩΣ ΕΙΣ ΤΗΝ ΗΠΕΙΡΟΝ <box>1396 227 1536 265</box>
tender-body: Εκτίθεται εις μειοδοτικήν δημοπρασίαν η ασφαλτόστρωσις οδού. <box>900 690 1180 715</box>
article-body: Το δημοτικόν συμβούλιον Θεσσαλονίκης αποφάσισε την τροποποίησιν του ρυμοτομικού σχεδίου. <box>299 1465 437 1541</box>
bank-tagline: Για το ταξιδιωτικό σας Συνάλλαγμα <box>1237 1179 1514 1197</box>
doctors-listing: Ο κ. ΣΤΕΛΙΟΣ ΜΠΑΚΑΤΣΕΛΟΣ Ιατρός. Ο κ. ΓΕΩΡΓΙΟΣ Θ. ΦΙΛΙΠΠΟΥ Δερματολόγος. Ο κ. ΓΕΩΡΓΙΟΣ ΣΑΡΑΦΙΑΝΟΣ Ορθοπαιδικός. Ο κ. ΤΙΤΟΣ ΠΑΡΤΣΑΦΟΥΛΙΔΗΣ Παθολόγος. ΓΙΑΝΗΣ ΠΑΥΛΟΣ Παιδίατρος. <box>606 1049 886 1112</box>
school-brand: ΑΡΓΟΝΑΥΤΑΙ <box>642 1516 849 1544</box>
banner-heading: Η ΔΑΝΕΙΟΔΟΤΗΣΙΣ ΤΩΝ ΑΛΕΥΡΟΒΙΟΜΗΧΑΝΙΩΝ ΚΑΙ ΕΜΠΟΡΙΚΩΝ ΕΠΙΧΕΙΡΗΣΕΩΝ ΔΙΑ ΤΗΝ ΑΓΟΡΑΝ ΤΟΥ ΣΙΤΟΥ ΕΣΟΔΕΙΑΣ 1972 <box>25 1266 280 1328</box>
column-5 <box>1194 0 1558 2294</box>
article-body: ΛΑΡΙΣΑ, 12.— Το διεκοινόθη εν τω Μεταβατικώ Πολυτεχνείω, το σεμινάριον αγροτικών θεμάτων. <box>157 1426 286 1502</box>
rent-title: ΕΝΟΙΚΙΑΖΕΤΑΙ <box>963 799 1116 819</box>
article-heading: ΗΜΕΡΗΣΙΑ ΔΙΑΤΑΞΙΣ <box>1413 990 1519 1001</box>
ad-side-panel: MAGLOK για χρηματοκιβώτια για πόρτες & ντουλάπια ΕΙΔΙΚΟΣ ΤΥΠΟΣ <box>1032 2020 1174 2265</box>
subcolumn-right <box>157 1345 286 2025</box>
article-body: ΞΑΝΘΗ, 12.— Κατόπιν αποφάσεως του νομάρχου Ξάνθης επετράπη η εξαγωγή εκ του νομού μηρυκαστικών ζώων. <box>299 81 437 158</box>
col1-two-subcolumns <box>20 360 286 1247</box>
banner-heading: Ο ΣΥΝΔΕΣΜΟΣ ΤΩΝ ΒΙΟΜΗΧΑΝΩΝ ΒΟΡΕΙΟΥ ΕΛΛΑΔΟΣ ΔΙΑ ΤΗΝ ΕΝΙΣΧΥΣΙΝ ΤΗΣ ΒΙΟΜΗΧΑΝΙΑΣ ΥΠΟ ΤΗΣ ΕΤΕΒΑ <box>1201 644 1550 674</box>
tender-body: Ο σταθμός γεωργικής έρευνης προκηρύσσει μειοδοτικόν διαγωνισμόν διά την προμήθειαν κτηνοτροφών. <box>900 175 1180 214</box>
subcolumn-left <box>1194 881 1370 1100</box>
article-body: ΠΕΙΡΑΙΕΥΣ, 12.— Υπό της γενικής ασφαλείας Πειραιώς συνελήφθη ο καταζητούμενος Ιωάννης Νικηφόρος, ετών 42, κάτοικος Καμινίων. <box>445 377 583 466</box>
ad-headline: ΖΗΤΟΥΝΤΑΙ ΥΠΑΛΛΗΛΟΙ <box>49 2199 257 2219</box>
article-body: ΚΑΡΔΙΤΣΑ, 12.— Εις τον νομόν Καρδίτσης συνεχίζονται τα έργα βελτιώσεως. <box>157 1506 286 1557</box>
article-heading: ΠΡΟΣΛΗΨΕΙΣ ΙΑΤΡΩΝ ΠΑΡΑ ΤΩ ΙΚΑ <box>34 1634 134 1675</box>
divider <box>20 1337 286 1338</box>
article-body: ΑΘΗΝΑΙ, 12.— Εκθέσεις χειροτεχνίας οργανώνονται υπό του Ιδρύματος εις τα κέντρα εργαζομένου κοριτσιού. <box>299 1066 437 1130</box>
ad-title: «ΚΑΤΙ ΨΙΘΥΡΙΖΕΤΑΙ» <box>1245 1114 1507 1140</box>
main-headline: Ακέφαλον άγαλμα οδηγεί εις την εξάρθρωσιν σπείρας αρχαιοκαπήλων <box>1198 50 1554 149</box>
col5-subcolumns <box>1194 219 1558 625</box>
article-body: ΑΘΗΝΑΙ, 12.— Αι αποδοχαί του δημοσίου και των ν.π.δ.δ. κατεβληθήσαν τοις δικαιούχοις μετά του επιδόματος αδείας από την 11ην Ιουλίου. <box>20 535 149 624</box>
article-heading: ΠΡΟΣΚΛΗΣΙΣ ΜΕΤΟΧΩΝ ΑΝΩΝΥΜΟΥ ΓΕΝΙΚΗΣ ΕΤΑΙΡΙΑΣ ΤΣΙΜΕΝΤΩΝ <box>1384 889 1548 926</box>
tender-body: Ο δήμος Θεσσαλονίκης διακηρύττει ότι εκτίθεται εις δημοπρασίαν η διάστρωσις ασφαλτικού τάπητος εις οδούς της πόλεως. <box>606 504 886 542</box>
article-body: Υπό του προεδρευομένου Θεσσαλονίκης της Εταιρείας Ανασυγκρότησεως, ευρέθη το ζήτημα της ενισχύσεως της βιομηχανίας. <box>1194 776 1558 814</box>
ad-award: ΒΡΑΒΕΙΟΝ ΕΚΘΕΣΕΩΣ ΓΕΝΕΥΗΣ <box>714 2214 899 2227</box>
subcolumn-left <box>20 360 149 1247</box>
divider <box>606 702 886 703</box>
article-body: Το δημοτικόν συμβούλιον Θεσσαλονίκης αποφάσισε την τροποποίησιν του ρυμοτομικού σχεδίου. <box>445 952 583 1029</box>
ad-features <box>836 2094 1012 2147</box>
feature-line: χωρίς ΚΛΕΙΔΑΡΟΤΡΥΠΑ <box>836 2113 986 2127</box>
tender-heading: ΑΣΦΑΛΤΟΣΤΡΩΣΙΣ ΟΔΟΥ <box>968 643 1111 657</box>
article-body: ΞΑΝΘΗ, 12.— Κατόπιν αποφάσεως του νομάρχου Ξάνθης επετράπη η εξαγωγή εκ του νομού μηρυκαστικών ζώων. <box>299 162 437 238</box>
tender-body: Η περιφερειακή διεύθυνσις προκηρύσσει διαγωνισμόν διά την προμήθειαν υλικών εκπαιδεύσεως. <box>900 512 1180 551</box>
article-body: ΠΕΙΡΑΙΕΥΣ, 12.— Υπό της γενικής ασφαλείας Πειραιώς συνελήφθη ο καταζητούμενος Ιωάννης Νικηφόρος, ετών 42, κάτοικος Καμινίων. <box>157 546 286 635</box>
tender-body: Ο δήμος Θεσσαλονίκης διακηρύττει ότι εκτίθεται εις δημοπρασίαν η διάστρωσις ασφαλτικού τάπητος εις οδούς της πόλεως. <box>606 588 886 626</box>
doctors-listing: Ο κ. ΣΤΕΛΙΟΣ ΜΠΑΚΑΤΣΕΛΟΣ Ιατρός. Ο κ. ΓΕΩΡΓΙΟΣ Θ. ΦΙΛΙΠΠΟΥ Δερματολόγος. Ο κ. ΓΕΩΡΓΙΟΣ ΣΑΡΑΦΙΑΝΟΣ Ορθοπαιδικός. Ο κ. ΤΙΤΟΣ ΠΑΡΤΣΑΦΟΥΛΙΔΗΣ Παθολόγος. ΓΙΑΝΗΣ ΠΑΥΛΟΣ Παιδίατρος. <box>606 710 886 774</box>
article-body: ΑΘΗΝΑΙ, 12.— Αι αγορανομικαί διατάξεις ορίζουν ότι επί των τιμολογίων πρέπει να αναγράφηται η ακριβής τιμή. <box>299 840 437 916</box>
school-name: ΣΧΟΛΗ ΚΑΤΣΙΚΟΠΟΥΛΟΥ <box>639 1472 853 1491</box>
article-body: ΞΑΝΘΗ, 12.— Κατόπιν αποφάσεως του νομάρχου Ξάνθης επετράπη η εξαγωγή εκ του νομού μηρυκαστικών ζώων. <box>299 242 437 318</box>
article-heading: ΣΕΜΙΝΑΡΙΟΝ ΑΓΡΟΤΑΣΙΑΣ ΕΙΣ ΛΑΡΙΣΑΝ <box>36 1355 132 1396</box>
article-heading: ΤΑ ΕΚΔΙΔΟΜΕΝΑ ΥΠΟ ΧΟΝΔΡΕΜΠΟΡΩΝ ΤΙΜΟΛΟΓΙΑ <box>304 634 432 675</box>
article-body: Το Ίδρυμα Κοινωνικών Ασφαλίσεων ανακοινοί ότι προσλαμβάνει ιατρούς διαφόρων ειδικοτήτων. <box>157 1616 286 1680</box>
article-body: Η Ελληνική εταιρεία προστασίας και αποκαταστάσεως αναπήρων παίδων ζητεί φυσιοθεραπευτήν. <box>299 1583 437 1646</box>
col1-lower-subcolumns <box>20 1345 286 2025</box>
sun-icon <box>473 2022 597 2145</box>
tender-body: Ο δήμος Θεσσαλονίκης διακηρύττει ότι εκτίθεται εις δημοπρασίαν η διάστρωσις ασφαλτικού τάπητος εις οδούς της πόλεως. <box>606 462 886 500</box>
subcolumn-left <box>299 0 437 1850</box>
tender-heading: ΠΡΟΜΗΘΕΙΑ ΚΤΗΝΟΤΡΟΦΩΝ <box>955 116 1125 129</box>
rent-ad <box>902 793 1178 896</box>
article-body: ΑΘΗΝΑΙ, 12.— Το Υπουργείον Εμπορικής Ναυτιλίας ανακοινοί ότι αι προκαταβολαί των ναυτικών θα καταβάλλονται εις λίρας Αγγλίας. <box>20 1061 149 1150</box>
